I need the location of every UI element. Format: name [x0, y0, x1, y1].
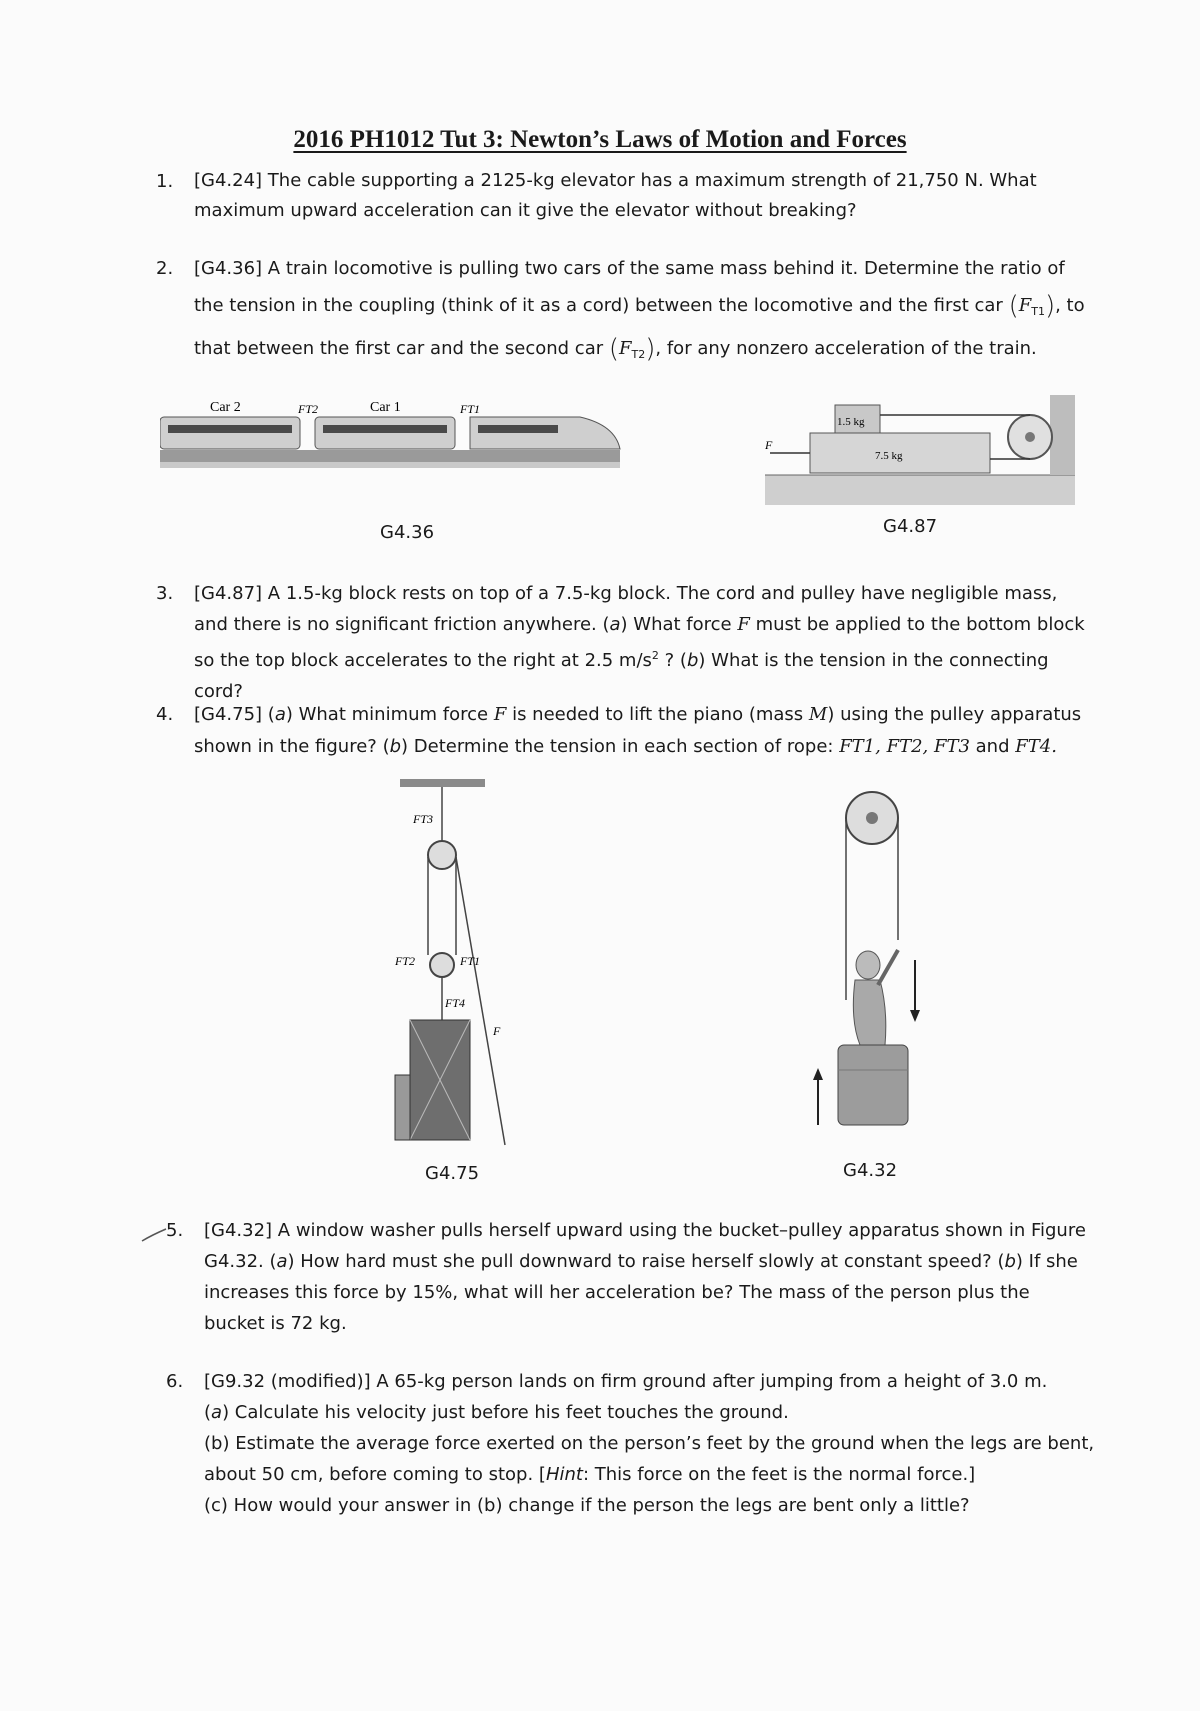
figure-g475-piano-pulley [385, 775, 535, 1155]
caption-g432: G4.32 [843, 1160, 898, 1181]
upper-pulley [428, 841, 456, 869]
ceiling [400, 779, 485, 787]
question-number: 5. [166, 1220, 184, 1241]
arrow-down-icon [910, 960, 920, 1022]
question-number: 4. [156, 704, 174, 725]
caption-g475: G4.75 [425, 1163, 480, 1184]
piano [395, 1020, 470, 1140]
question-number: 2. [156, 258, 174, 279]
label-top-mass: 1.5 kg [837, 416, 865, 428]
lower-pulley [430, 953, 454, 977]
question-6 [166, 1366, 1096, 1521]
label-force: F [765, 438, 773, 452]
label-ft2: FT2 [298, 402, 319, 416]
question-number: 3. [156, 583, 174, 604]
label-ft1: FT1 [460, 402, 481, 416]
arrow-up-icon [813, 1068, 823, 1125]
question-text: [G4.36] A train locomotive is pulling two cars of the same mass behind it. Determine the ratio of the tension in the coupling (think of it as a cord) between the locomotive and the first car $(F_{T1})$, to that between the first car and the second car $(F_{T2})$, for any nonzero acceleration of the train. [194, 258, 1085, 364]
question-text: [G9.32 (modified)] A 65-kg person lands on firm ground after jumping from a height of 3.0 m. (a) Calculate his velocity just before his feet touches the ground. (b) Estimate the average force exerted on the person’s feet by the ground when the legs are bent, about 50 cm, before coming to stop. [Hint: This force on the feet is the normal force.] (c) How would your answer in (b) change if the person the legs are bent only a little? [204, 1371, 1095, 1516]
question-text: [G4.75] (a) What minimum force F is needed to lift the piano (mass M) using the pulley apparatus shown in the figure? (b) Determine the tension in each section of rope: FT1, FT2, FT3 and FT4. [194, 704, 1082, 757]
question-number: 6. [166, 1371, 184, 1392]
question-1 [156, 166, 1086, 226]
car-2 [160, 417, 300, 449]
page-title: 2016 PH1012 Tut 3: Newton’s Laws of Motion and Forces [293, 126, 907, 153]
car-1 [315, 417, 455, 449]
question-text: [G4.87] A 1.5-kg block rests on top of a 7.5-kg block. The cord and pulley have negligible mass, and there is no significant friction anywhere. (a) What force F must be applied to the bottom block so the top block accelerates to the right at 2.5 $m/s^2$ ? (b) What is the tension in the connecting cord? [194, 583, 1085, 702]
caption-g487: G4.87 [883, 516, 938, 537]
label-ft2: FT2 [395, 954, 416, 968]
label-f: F [493, 1024, 501, 1038]
label-bottom-mass: 7.5 kg [875, 450, 903, 462]
figure-g487-blocks [765, 395, 1080, 515]
question-4 [156, 699, 1086, 763]
caption-g436: G4.36 [380, 522, 435, 543]
label-ft1: FT1 [460, 954, 481, 968]
question-number: 1. [156, 171, 174, 192]
bucket [838, 1045, 908, 1125]
label-car-1: Car 1 [370, 400, 401, 415]
figure-g436-train [160, 395, 630, 485]
question-3 [156, 578, 1086, 707]
locomotive [470, 417, 620, 449]
question-2 [156, 250, 1086, 373]
question-5 [166, 1215, 1096, 1339]
question-text: [G4.32] A window washer pulls herself upward using the bucket–pulley apparatus shown in Figure G4.32. (a) How hard must she pull downward to raise herself slowly at constant speed? (b) If she increases this force by 15%, what will her acceleration be? The mass of the person plus the bucket is 72 kg. [204, 1220, 1086, 1334]
figure-g432-window-washer [800, 790, 940, 1135]
window-washer-person [853, 950, 898, 1045]
question-text: [G4.24] The cable supporting a 2125-kg elevator has a maximum strength of 21,750 N. What maximum upward acceleration can it give the elevator without breaking? [194, 170, 1037, 221]
label-ft3: FT3 [413, 812, 434, 826]
label-ft4: FT4 [445, 996, 466, 1010]
label-car-2: Car 2 [210, 400, 241, 415]
